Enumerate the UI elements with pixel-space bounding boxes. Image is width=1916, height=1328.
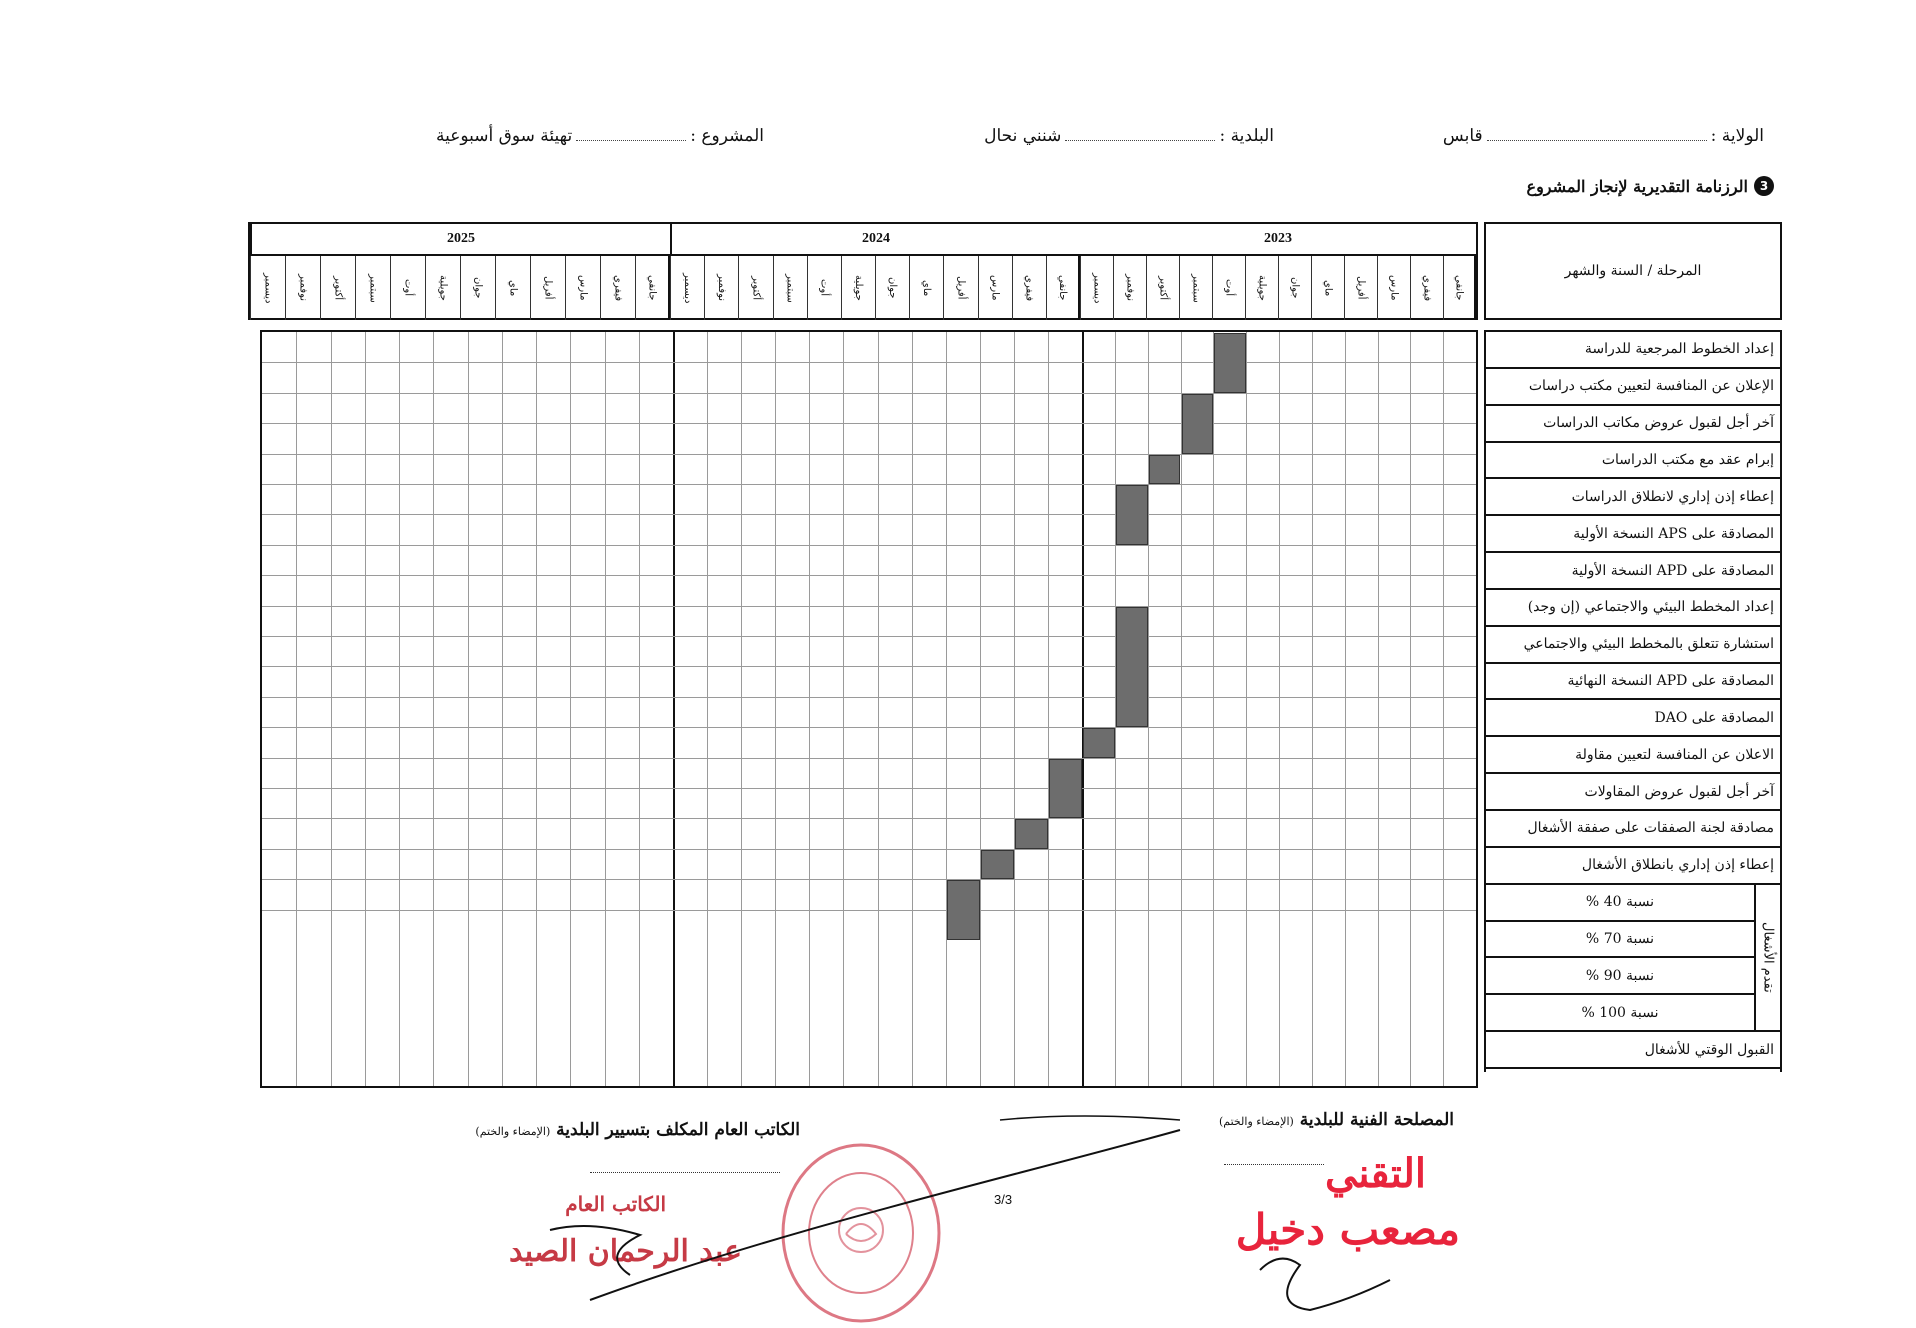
month-cell [670,256,704,320]
grid-month-line [878,332,879,1086]
technical-role-stamp: التقني [1324,1150,1426,1197]
grid-month-line [1378,332,1379,1086]
baladia-label: البلدية : [1219,126,1274,146]
activity-row: الإعلان عن المنافسة لتعيين مكتب دراسات [1486,369,1780,406]
grid-month-line [912,332,913,1086]
month-label: سبتمبر [1190,273,1202,303]
month-label: أفريل [542,276,554,300]
month-label: جانفي [1453,275,1465,301]
gantt-bar [981,850,1014,879]
grid-month-line [296,332,297,1086]
grid-month-line [673,332,675,1086]
month-label: مارس [1388,275,1400,301]
grid-month-line [433,332,434,1086]
month-label: جانفي [1056,275,1068,301]
project-field [436,126,764,146]
progress-row: نسبة 90 % [1486,958,1754,995]
month-label: سبتمبر [784,273,796,303]
month-cell [1278,256,1311,320]
month-cell [355,256,390,320]
activity-row: الاعلان عن المنافسة لتعيين مقاولة [1486,737,1780,774]
project-label: المشروع : [690,126,764,146]
month-label: جانفي [646,275,658,301]
grid-month-line [1476,332,1478,1086]
grid-month-line [570,332,571,1086]
grid-month-line [502,332,503,1086]
grid-month-line [707,332,708,1086]
month-cell [875,256,909,320]
month-label: أوت [818,279,830,297]
wilaya-value: قابس [1442,126,1483,146]
month-cell [1344,256,1377,320]
month-cell [909,256,943,320]
timeline-header [248,222,1478,320]
month-cell [738,256,772,320]
grid-row-line [262,818,1476,819]
month-label: أكتوبر [750,275,762,301]
month-cell [1179,256,1212,320]
progress-group-label [1754,885,1780,1032]
grid-month-line [1213,332,1214,1086]
month-cell [773,256,807,320]
final-acceptance-row: القبول الوقتي للأشغال [1486,1032,1780,1069]
month-label: جويلية [1256,275,1268,301]
grid-row-line [262,727,1476,728]
grid-month-line [331,332,332,1086]
month-cell [1080,256,1113,320]
activity-row: إعداد الخطوط المرجعية للدراسة [1486,332,1780,369]
gantt-bar [1015,819,1048,848]
month-label: فيفري [1023,274,1035,302]
gantt-bar [1116,485,1148,545]
month-label: ماي [507,279,519,297]
baladia-field [984,126,1274,146]
month-cell [1443,256,1476,320]
month-cell [978,256,1012,320]
month-label: أكتوبر [1157,275,1169,301]
grid-month-line [1410,332,1411,1086]
grid-month-line [809,332,810,1086]
grid-row-line [262,454,1476,455]
month-label: جوان [472,277,484,299]
month-label: جويلية [852,275,864,301]
grid-month-line [1279,332,1280,1086]
month-cell [1113,256,1146,320]
grid-month-line [741,332,742,1086]
gantt-bar [947,880,980,940]
gantt-bar [1149,455,1181,484]
month-cell [390,256,425,320]
section-title [1527,176,1774,196]
grid-row-line [262,606,1476,607]
progress-row: نسبة 40 % [1486,885,1754,922]
grid-row-line [262,910,1476,911]
grid-row-line [262,758,1476,759]
progress-group-text: تقدم الأشغال [1760,922,1776,993]
activity-row: إعطاء إذن إداري بانطلاق الأشغال [1486,848,1780,885]
month-label: أفريل [1355,276,1367,300]
month-label: ديسمبر [1091,272,1103,304]
month-cell [530,256,565,320]
grid-month-line [1082,332,1084,1086]
activity-row: آخر أجل لقبول عروض مكاتب الدراسات [1486,406,1780,443]
month-label: سبتمبر [367,273,379,303]
secretary-title-text: الكاتب العام المكلف بتسيير البلدية [556,1120,800,1140]
month-label: جوان [1289,277,1301,299]
progress-row: نسبة 70 % [1486,922,1754,959]
activity-row: آخر أجل لقبول عروض المقاولات [1486,774,1780,811]
grid-row-line [262,788,1476,789]
baladia-value: شنني نحال [984,126,1062,146]
month-label: نوفمبر [716,274,728,302]
month-label: جويلية [437,275,449,301]
year-cell-2025: 2025 [250,224,670,254]
grid-row-line [262,545,1476,546]
month-label: نوفمبر [297,274,309,302]
activity-row: إبرام عقد مع مكتب الدراسات [1486,443,1780,480]
month-cell [635,256,670,320]
grid-row-line [262,484,1476,485]
activity-row: المصادقة على DAO [1486,701,1780,738]
grid-row-line [262,423,1476,424]
month-label: ماي [921,279,933,297]
month-cell [943,256,977,320]
month-cell [600,256,635,320]
gantt-bar [1116,607,1148,728]
month-label: أفريل [955,276,967,300]
grid-row-line [262,514,1476,515]
grid-month-line [1345,332,1346,1086]
grid-month-line [843,332,844,1086]
activity-row: إعداد المخطط البيئي والاجتماعي (إن وجد) [1486,590,1780,627]
month-cell [807,256,841,320]
technical-sign-note: (الإمضاء والختم) [1219,1115,1294,1128]
month-cell [1146,256,1179,320]
grid-row-line [262,575,1476,576]
grid-month-line [399,332,400,1086]
grid-month-line [946,332,947,1086]
month-cell [841,256,875,320]
wilaya-label: الولاية : [1710,126,1764,146]
handwritten-signatures [480,1110,1480,1328]
activity-row: إعطاء إذن إداري لانطلاق الدراسات [1486,479,1780,516]
month-cell [1377,256,1410,320]
gantt-grid [260,330,1478,1088]
phase-header-cell [1484,222,1782,320]
grid-month-line [365,332,366,1086]
grid-month-line [639,332,640,1086]
month-cell [1012,256,1046,320]
secretary-sign-note: (الإمضاء والختم) [475,1125,551,1138]
month-label: ديسمبر [682,272,694,304]
activity-row: المصادقة على APS النسخة الأولية [1486,516,1780,553]
grid-month-line [1014,332,1015,1086]
month-cell [285,256,320,320]
month-cell [1245,256,1278,320]
month-cell [495,256,530,320]
grid-month-line [468,332,469,1086]
wilaya-field [1443,126,1764,146]
month-cell [460,256,495,320]
secretary-name-stamp: عبد الرحمان الصيد [509,1234,742,1269]
month-label: أوت [1223,279,1235,297]
gantt-bar [1049,759,1082,819]
month-label: أكتوبر [332,275,344,301]
grid-month-line [605,332,606,1086]
grid-row-line [262,697,1476,698]
grid-row-line [262,879,1476,880]
activity-row: استشارة تتعلق بالمخطط البيئي والاجتماعي [1486,627,1780,664]
activity-row: المصادقة على APD النسخة الأولية [1486,553,1780,590]
month-cell [320,256,355,320]
month-label: فيفري [1421,274,1433,302]
grid-month-line [1246,332,1247,1086]
activity-row: مصادقة لجنة الصفقات على صفقة الأشغال [1486,811,1780,848]
section-number: 3 [1754,176,1774,196]
grid-month-line [1443,332,1444,1086]
grid-row-line [262,849,1476,850]
grid-row-line [262,393,1476,394]
year-cell-2024: 2024 [670,224,1080,254]
activities-column [1484,330,1782,1072]
secretary-role-stamp: الكاتب العام [565,1192,666,1216]
month-cell [1046,256,1080,320]
month-label: جوان [887,277,899,299]
month-label: مارس [989,275,1001,301]
grid-row-line [262,636,1476,637]
gantt-bar [1214,333,1246,393]
grid-month-line [1148,332,1149,1086]
technical-name-stamp: مصعب دخيل [1235,1205,1460,1254]
phase-header-label: المرحلة / السنة والشهر [1564,263,1702,279]
grid-month-line [1312,332,1313,1086]
page-number: 3/3 [994,1192,1013,1207]
month-label: فيفري [612,274,624,302]
month-cell [704,256,738,320]
month-cell [1311,256,1344,320]
grid-month-line [980,332,981,1086]
month-cell [1212,256,1245,320]
grid-row-line [262,362,1476,363]
technical-service-title-text: المصلحة الفنية للبلدية [1299,1110,1454,1130]
grid-row-line [262,666,1476,667]
month-cell [565,256,600,320]
grid-month-line [536,332,537,1086]
month-label: ماي [1322,279,1334,297]
month-cell [1410,256,1443,320]
grid-month-line [775,332,776,1086]
section-title-text: الرزنامة التقديرية لإنجاز المشروع [1526,176,1748,196]
month-label: نوفمبر [1124,274,1136,302]
month-cell [425,256,460,320]
month-label: أوت [402,279,414,297]
month-label: ديسمبر [262,272,274,304]
project-value: تهيئة سوق أسبوعية [436,126,573,146]
grid-month-line [1048,332,1049,1086]
month-cell [250,256,285,320]
gantt-bar [1182,394,1214,454]
year-cell-2023: 2023 [1264,231,1292,246]
activity-row: المصادقة على APD النسخة النهائية [1486,664,1780,701]
gantt-bar [1083,728,1115,757]
progress-row: نسبة 100 % [1486,995,1754,1032]
month-label: مارس [577,275,589,301]
